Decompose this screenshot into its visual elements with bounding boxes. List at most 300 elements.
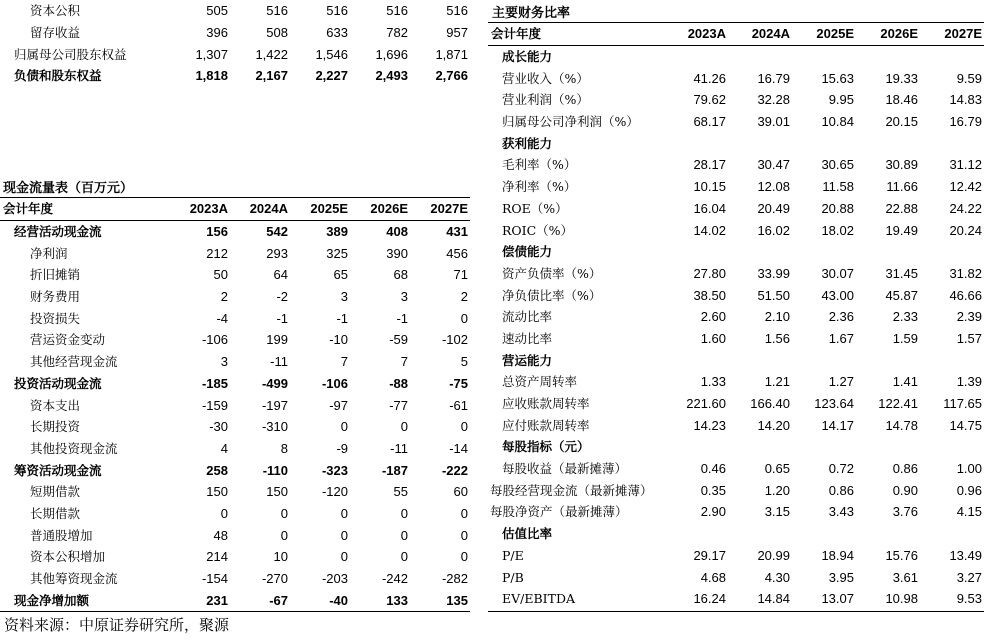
row-value: 71 xyxy=(453,267,468,283)
row-value: -1 xyxy=(336,310,348,326)
row-value: -11 xyxy=(390,440,408,456)
row-value: 0 xyxy=(400,419,408,435)
row-value: 64 xyxy=(273,267,288,283)
row-value: 79.62 xyxy=(693,92,726,108)
row-value: -14 xyxy=(449,440,468,456)
row-value xyxy=(920,132,984,154)
row-value xyxy=(856,241,920,263)
row-value: 1.33 xyxy=(700,374,726,390)
row-value: -1 xyxy=(396,310,408,326)
row-value: 505 xyxy=(206,3,228,19)
row-label: 投资损失 xyxy=(30,310,81,326)
row-label: 资本公积增加 xyxy=(30,549,106,565)
table-row xyxy=(0,264,470,286)
header-year: 2027E xyxy=(410,198,470,221)
row-value: -30 xyxy=(209,419,228,435)
row-label: P/E xyxy=(502,547,524,563)
row-value: 1.56 xyxy=(764,330,790,346)
row-value: -499 xyxy=(261,375,288,391)
row-value: 68 xyxy=(393,267,408,283)
row-value: 45.87 xyxy=(885,287,918,303)
row-value xyxy=(920,241,984,263)
row-value: -270 xyxy=(261,571,288,587)
table-row xyxy=(488,154,984,176)
row-value: 14.84 xyxy=(757,591,790,607)
row-value: 65 xyxy=(333,267,348,283)
table-row xyxy=(488,328,984,350)
row-value xyxy=(792,132,856,154)
row-value: 20.49 xyxy=(757,200,790,216)
row-value: 2,227 xyxy=(315,68,348,84)
row-value: 782 xyxy=(386,25,408,41)
row-value: 0 xyxy=(460,310,468,326)
row-label: 资产负债率（%） xyxy=(502,265,602,281)
table-row xyxy=(0,22,470,44)
row-value: 2,167 xyxy=(255,68,288,84)
row-value: 2,766 xyxy=(435,68,468,84)
row-value: 18.46 xyxy=(885,92,918,108)
row-value: 166.40 xyxy=(750,396,790,412)
table-row xyxy=(0,351,470,373)
row-value: 9.53 xyxy=(956,591,982,607)
row-value xyxy=(664,132,728,154)
row-value: 516 xyxy=(326,3,348,19)
row-value: 10.84 xyxy=(821,114,854,130)
row-label: 获利能力 xyxy=(502,135,553,151)
table-row xyxy=(488,479,984,501)
row-value: 212 xyxy=(206,245,228,261)
row-value: 19.49 xyxy=(885,222,918,238)
row-value xyxy=(792,241,856,263)
row-value: 20.15 xyxy=(885,114,918,130)
row-value: 14.75 xyxy=(949,417,982,433)
row-label: 其他筹资现金流 xyxy=(30,571,118,587)
row-value xyxy=(792,436,856,458)
row-value: 1.20 xyxy=(764,482,790,498)
row-value: 325 xyxy=(326,245,348,261)
row-value: 30.47 xyxy=(757,157,790,173)
row-value: 22.88 xyxy=(885,200,918,216)
row-value: -2 xyxy=(276,289,288,305)
row-value: 20.99 xyxy=(757,547,790,563)
table-row xyxy=(0,438,470,460)
row-value: -88 xyxy=(389,375,408,391)
table-row xyxy=(488,414,984,436)
row-value: 12.42 xyxy=(949,179,982,195)
table-row xyxy=(488,436,984,458)
row-value: 1.57 xyxy=(956,330,982,346)
row-value xyxy=(664,436,728,458)
row-value: 2.33 xyxy=(892,309,918,325)
row-value xyxy=(792,523,856,545)
row-value: -4 xyxy=(216,310,228,326)
row-value xyxy=(664,523,728,545)
row-value: 456 xyxy=(446,245,468,261)
row-value: 31.45 xyxy=(885,265,918,281)
row-value: 55 xyxy=(393,484,408,500)
row-value: 0.46 xyxy=(700,461,726,477)
row-value: 14.17 xyxy=(821,417,854,433)
row-value: -1 xyxy=(276,310,288,326)
row-value xyxy=(792,349,856,371)
row-value: 16.04 xyxy=(693,200,726,216)
table-row xyxy=(488,67,984,89)
table-row xyxy=(488,349,984,371)
row-value: -106 xyxy=(321,375,348,391)
row-value: -323 xyxy=(321,462,348,478)
row-label: 资本支出 xyxy=(30,397,81,413)
row-value: 3.95 xyxy=(828,569,854,585)
row-value: 1,546 xyxy=(315,46,348,62)
row-value: -197 xyxy=(261,397,288,413)
row-value: -59 xyxy=(389,332,408,348)
row-value xyxy=(728,241,792,263)
table-row xyxy=(488,566,984,588)
row-value: 2.39 xyxy=(956,309,982,325)
row-label: 成长能力 xyxy=(502,49,553,65)
row-value: 7 xyxy=(340,354,348,370)
header-year: 2023A xyxy=(664,23,728,46)
row-value: 396 xyxy=(206,25,228,41)
header-year: 2025E xyxy=(792,23,856,46)
row-value: 1.60 xyxy=(700,330,726,346)
row-value: 11.58 xyxy=(822,179,854,195)
row-value: 123.64 xyxy=(814,396,854,412)
row-value: -242 xyxy=(381,571,408,587)
row-label: 每股收益（最新摊薄） xyxy=(502,461,628,477)
row-value: 5 xyxy=(460,354,468,370)
row-value: -75 xyxy=(449,375,468,391)
row-value: 389 xyxy=(326,224,348,240)
row-value: 0.86 xyxy=(892,461,918,477)
row-value: 390 xyxy=(386,245,408,261)
header-year: 2026E xyxy=(350,198,410,221)
row-value: -10 xyxy=(329,332,348,348)
row-value: 431 xyxy=(446,224,468,240)
row-value: 542 xyxy=(266,224,288,240)
row-value: 156 xyxy=(206,224,228,240)
row-value xyxy=(664,241,728,263)
row-label: ROE（%） xyxy=(502,200,568,216)
table-row xyxy=(0,481,470,503)
row-value: -185 xyxy=(201,375,228,391)
row-value: 38.50 xyxy=(693,287,726,303)
row-value: 3 xyxy=(400,289,408,305)
table-row xyxy=(0,589,470,611)
row-value: 1.67 xyxy=(828,330,854,346)
row-value xyxy=(856,523,920,545)
row-value: 1.00 xyxy=(956,461,982,477)
row-value: 0 xyxy=(220,505,228,521)
header-row xyxy=(488,23,984,46)
row-value: 633 xyxy=(326,25,348,41)
table-row xyxy=(488,545,984,567)
row-value: 3.61 xyxy=(892,569,918,585)
row-value: 29.17 xyxy=(693,547,726,563)
row-value: 4.68 xyxy=(700,569,726,585)
row-value: 31.82 xyxy=(949,265,982,281)
ratios-table xyxy=(488,22,984,610)
row-value: -203 xyxy=(321,571,348,587)
row-value: 516 xyxy=(386,3,408,19)
row-value: 0.86 xyxy=(828,482,854,498)
row-value: -120 xyxy=(321,484,348,500)
row-label: 短期借款 xyxy=(30,484,81,500)
row-value: -282 xyxy=(441,571,468,587)
row-value: 19.33 xyxy=(885,70,918,86)
header-year: 2025E xyxy=(290,198,350,221)
table-row xyxy=(488,263,984,285)
row-value xyxy=(664,45,728,67)
header-label: 会计年度 xyxy=(0,198,175,221)
table-row xyxy=(488,371,984,393)
row-value: 1.27 xyxy=(828,374,854,390)
row-label: 每股指标（元） xyxy=(502,439,590,455)
row-value: -110 xyxy=(262,462,288,478)
header-year: 2027E xyxy=(920,23,984,46)
row-value: 13.49 xyxy=(949,547,982,563)
table-row xyxy=(0,0,470,22)
row-value: 408 xyxy=(386,224,408,240)
table-row xyxy=(488,284,984,306)
header-year: 2023A xyxy=(175,198,230,221)
row-value: -67 xyxy=(269,592,288,608)
row-value: 150 xyxy=(266,484,288,500)
row-value: 0 xyxy=(340,527,348,543)
row-value: 1.59 xyxy=(892,330,918,346)
row-value: 1.39 xyxy=(956,374,982,390)
row-value: 16.79 xyxy=(949,114,982,130)
row-value: 3.27 xyxy=(956,569,982,585)
table-row xyxy=(0,373,470,395)
table-row xyxy=(488,501,984,523)
row-value: 2 xyxy=(460,289,468,305)
row-value xyxy=(664,349,728,371)
row-value: 3 xyxy=(340,289,348,305)
row-value: 0.65 xyxy=(764,461,790,477)
row-value: -159 xyxy=(201,397,228,413)
row-label: 总资产周转率 xyxy=(502,374,578,390)
row-value: 10 xyxy=(273,549,288,565)
table-row xyxy=(488,198,984,220)
row-value: 2.10 xyxy=(764,309,790,325)
row-value: 14.78 xyxy=(885,417,918,433)
row-value: 30.07 xyxy=(821,265,854,281)
row-value: 9.59 xyxy=(956,70,982,86)
row-label: 普通股增加 xyxy=(30,527,93,543)
row-value: -310 xyxy=(261,419,288,435)
row-label: 其他经营现金流 xyxy=(30,354,118,370)
row-value: 14.02 xyxy=(693,222,726,238)
row-value: 15.76 xyxy=(885,547,918,563)
row-value: 0 xyxy=(400,527,408,543)
table-row xyxy=(488,219,984,241)
row-value: 30.89 xyxy=(885,157,918,173)
row-value: 13.07 xyxy=(821,591,854,607)
row-label: 估值比率 xyxy=(502,526,553,542)
row-label: 财务费用 xyxy=(30,289,81,305)
row-label: 现金净增加额 xyxy=(14,592,90,608)
row-value: 30.65 xyxy=(821,157,854,173)
row-value: 4.15 xyxy=(956,504,982,520)
row-value: 1,696 xyxy=(375,46,408,62)
row-value: 1,307 xyxy=(195,46,228,62)
table-row xyxy=(0,242,470,264)
row-value: 10.98 xyxy=(885,591,918,607)
row-value: 3.76 xyxy=(892,504,918,520)
row-value: 3 xyxy=(220,354,228,370)
row-value: 0 xyxy=(460,527,468,543)
row-label: 净负债比率（%） xyxy=(502,287,602,303)
row-value: 60 xyxy=(453,484,468,500)
row-value: 8 xyxy=(280,440,288,456)
row-label: 速动比率 xyxy=(502,330,553,346)
ratios-panel xyxy=(488,22,984,610)
row-label: 流动比率 xyxy=(502,309,553,325)
header-year: 2024A xyxy=(230,198,290,221)
table-row xyxy=(0,286,470,308)
row-label: 净利率（%） xyxy=(502,179,577,195)
table-row xyxy=(488,393,984,415)
row-value: 293 xyxy=(266,245,288,261)
row-value xyxy=(728,349,792,371)
row-value: 0.90 xyxy=(892,482,918,498)
row-label: EV/EBITDA xyxy=(502,591,575,607)
row-value: 27.80 xyxy=(693,265,726,281)
row-value: 51.50 xyxy=(757,287,790,303)
row-label: 长期借款 xyxy=(30,505,81,521)
row-value: 1.21 xyxy=(764,374,790,390)
row-value: 0 xyxy=(400,549,408,565)
table-row xyxy=(0,43,470,65)
table-row xyxy=(488,523,984,545)
table-row xyxy=(488,176,984,198)
row-value xyxy=(920,436,984,458)
table-row xyxy=(0,329,470,351)
row-label: 营业利润（%） xyxy=(502,92,589,108)
row-value: 16.02 xyxy=(757,222,790,238)
cashflow-bottom-rule xyxy=(0,611,470,612)
row-value xyxy=(728,132,792,154)
row-label: 负债和股东权益 xyxy=(14,68,102,84)
row-value xyxy=(856,132,920,154)
row-value: 41.26 xyxy=(693,70,726,86)
row-label: 经营活动现金流 xyxy=(14,224,102,240)
row-value: -11 xyxy=(270,354,288,370)
ratios-title: 主要财务比率 xyxy=(492,6,571,21)
row-label: 归属母公司股东权益 xyxy=(14,46,127,62)
row-value: 0 xyxy=(460,505,468,521)
row-value: 516 xyxy=(446,3,468,19)
table-row xyxy=(488,132,984,154)
row-label: 毛利率（%） xyxy=(502,157,577,173)
row-label: 筹资活动现金流 xyxy=(14,462,102,478)
table-row xyxy=(488,45,984,67)
balance-table xyxy=(0,0,470,87)
row-value: 221.60 xyxy=(686,396,726,412)
row-value: 39.01 xyxy=(757,114,790,130)
table-row xyxy=(488,89,984,111)
row-value xyxy=(728,523,792,545)
row-value: 1,422 xyxy=(255,46,288,62)
row-value: 214 xyxy=(206,549,228,565)
row-value xyxy=(728,436,792,458)
row-value xyxy=(920,349,984,371)
row-label: 留存收益 xyxy=(30,25,81,41)
row-value: -187 xyxy=(381,462,408,478)
row-value: 117.65 xyxy=(943,396,982,412)
table-row xyxy=(0,65,470,87)
row-value: 135 xyxy=(446,592,468,608)
header-row xyxy=(0,198,470,221)
row-value: 14.83 xyxy=(949,92,982,108)
row-value xyxy=(920,45,984,67)
row-label: 归属母公司净利润（%） xyxy=(502,114,639,130)
row-value: 2 xyxy=(220,289,228,305)
table-row xyxy=(0,503,470,525)
row-label: 长期投资 xyxy=(30,419,81,435)
table-row xyxy=(0,459,470,481)
row-value: 28.17 xyxy=(693,157,726,173)
row-value: 32.28 xyxy=(757,92,790,108)
row-value: 3.15 xyxy=(764,504,790,520)
row-value: 1,871 xyxy=(435,46,468,62)
table-row xyxy=(0,220,470,242)
row-value: 46.66 xyxy=(949,287,982,303)
row-value: -222 xyxy=(441,462,468,478)
row-value xyxy=(856,436,920,458)
table-row xyxy=(488,588,984,610)
row-value: 4 xyxy=(220,440,228,456)
row-value: 68.17 xyxy=(693,114,726,130)
row-value: 0 xyxy=(460,419,468,435)
row-value: 957 xyxy=(446,25,468,41)
table-row xyxy=(0,546,470,568)
row-label: 营运能力 xyxy=(502,352,553,368)
row-label: 折旧摊销 xyxy=(30,267,81,283)
row-label: ROIC（%） xyxy=(502,222,574,238)
row-value: 0.35 xyxy=(700,482,726,498)
row-label: 营业收入（%） xyxy=(502,70,589,86)
row-label: 营运资金变动 xyxy=(30,332,106,348)
row-label: 净利润 xyxy=(30,245,68,261)
row-value: 33.99 xyxy=(757,265,790,281)
row-value: 50 xyxy=(213,267,228,283)
header-year: 2024A xyxy=(728,23,792,46)
row-value: -154 xyxy=(201,571,228,587)
row-label: P/B xyxy=(502,569,524,585)
cashflow-table xyxy=(0,197,470,611)
row-value: 20.24 xyxy=(949,222,982,238)
row-value: 10.15 xyxy=(693,179,726,195)
row-value: 20.88 xyxy=(821,200,854,216)
row-value: 0.96 xyxy=(956,482,982,498)
row-value: 2.60 xyxy=(700,309,726,325)
row-value xyxy=(792,45,856,67)
row-value: 0 xyxy=(340,549,348,565)
table-row xyxy=(488,111,984,133)
row-value: 0.72 xyxy=(828,461,854,477)
row-value: 24.22 xyxy=(949,200,982,216)
row-label: 资本公积 xyxy=(30,3,81,19)
row-value: 150 xyxy=(206,484,228,500)
header-label: 会计年度 xyxy=(488,23,664,46)
row-label: 偿债能力 xyxy=(502,244,553,260)
ratios-bottom-rule xyxy=(488,611,984,612)
row-value: -97 xyxy=(329,397,348,413)
row-value: 11.66 xyxy=(886,179,918,195)
row-label: 每股经营现金流（最新摊薄） xyxy=(490,482,653,498)
